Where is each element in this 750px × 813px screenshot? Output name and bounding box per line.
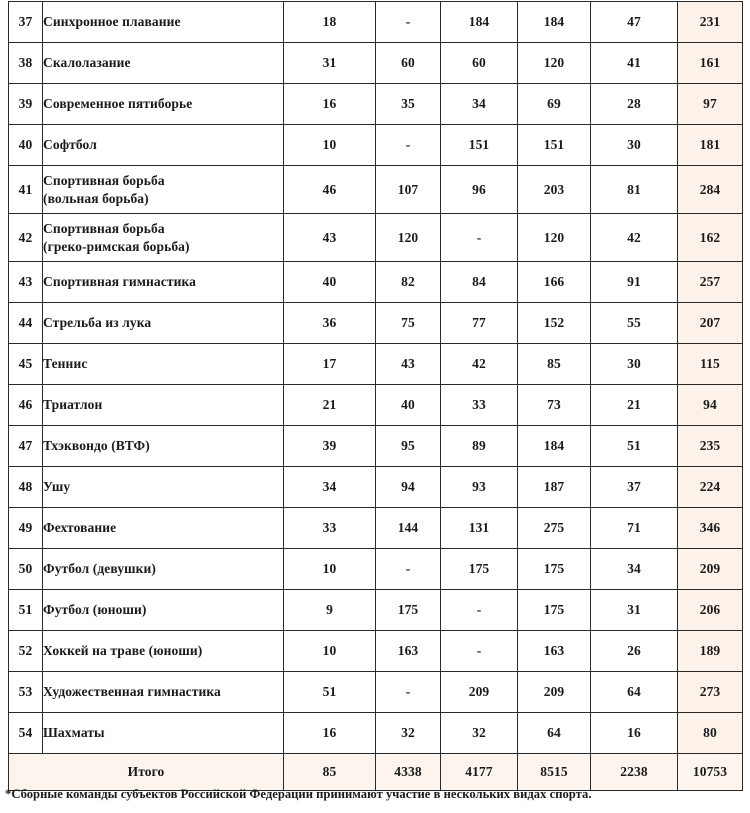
totals-label-cell: Итого <box>9 754 284 791</box>
row-number-cell: 40 <box>9 125 43 166</box>
athletes-count-cell: 184 <box>518 426 591 467</box>
sport-name-cell <box>43 262 284 303</box>
row-total-cell: 284 <box>678 166 743 214</box>
girls-count-cell: 42 <box>441 344 518 385</box>
table-row <box>9 713 743 754</box>
row-number-cell: 41 <box>9 166 43 214</box>
staff-count-cell: 28 <box>591 84 678 125</box>
row-number-cell: 48 <box>9 467 43 508</box>
row-number-cell: 49 <box>9 508 43 549</box>
sport-name-cell <box>43 631 284 672</box>
sport-name-line1: Спортивная борьба <box>43 173 165 189</box>
sport-name-line1: Спортивная борьба <box>43 221 165 237</box>
staff-count-cell: 42 <box>591 214 678 262</box>
athletes-count-cell: 166 <box>518 262 591 303</box>
regions-count-cell: 40 <box>284 262 376 303</box>
table-body <box>9 2 743 791</box>
regions-count-cell: 36 <box>284 303 376 344</box>
row-total-cell: 115 <box>678 344 743 385</box>
boys-count-cell: 35 <box>376 84 441 125</box>
sport-name-line2: (вольная борьба) <box>43 190 149 206</box>
regions-count-cell: 16 <box>284 84 376 125</box>
athletes-count-cell: 151 <box>518 125 591 166</box>
table-row <box>9 166 743 214</box>
row-total-cell: 161 <box>678 43 743 84</box>
table-row <box>9 590 743 631</box>
table-row <box>9 385 743 426</box>
sport-name-cell <box>43 713 284 754</box>
row-total-cell: 206 <box>678 590 743 631</box>
regions-count-cell: 46 <box>284 166 376 214</box>
boys-count-cell: - <box>376 549 441 590</box>
athletes-count-cell: 120 <box>518 214 591 262</box>
girls-count-cell: 34 <box>441 84 518 125</box>
row-number-cell: 47 <box>9 426 43 467</box>
table-row <box>9 262 743 303</box>
regions-count-cell: 18 <box>284 2 376 43</box>
row-number-cell: 52 <box>9 631 43 672</box>
sports-participation-table-container <box>8 1 742 791</box>
athletes-count-cell: 163 <box>518 631 591 672</box>
sport-name-cell <box>43 2 284 43</box>
row-total-cell: 94 <box>678 385 743 426</box>
row-total-cell: 97 <box>678 84 743 125</box>
sport-name-line1: Ушу <box>43 479 71 495</box>
table-row <box>9 84 743 125</box>
staff-count-cell: 64 <box>591 672 678 713</box>
athletes-count-cell: 85 <box>518 344 591 385</box>
sport-name-line1: Синхронное плавание <box>43 14 181 30</box>
row-total-cell: 181 <box>678 125 743 166</box>
athletes-count-cell: 209 <box>518 672 591 713</box>
regions-count-cell: 17 <box>284 344 376 385</box>
row-total-cell: 231 <box>678 2 743 43</box>
sport-name-cell <box>43 426 284 467</box>
totals-row <box>9 754 743 791</box>
totals-grand-total-cell: 10753 <box>678 754 743 791</box>
row-number-cell: 45 <box>9 344 43 385</box>
table-row <box>9 508 743 549</box>
regions-count-cell: 31 <box>284 43 376 84</box>
boys-count-cell: 120 <box>376 214 441 262</box>
staff-count-cell: 31 <box>591 590 678 631</box>
regions-count-cell: 10 <box>284 631 376 672</box>
row-total-cell: 224 <box>678 467 743 508</box>
table-row <box>9 125 743 166</box>
staff-count-cell: 16 <box>591 713 678 754</box>
athletes-count-cell: 184 <box>518 2 591 43</box>
girls-count-cell: 77 <box>441 303 518 344</box>
sport-name-cell <box>43 385 284 426</box>
row-number-cell: 37 <box>9 2 43 43</box>
sport-name-cell <box>43 549 284 590</box>
table-row <box>9 344 743 385</box>
sport-name-line1: Триатлон <box>43 397 103 413</box>
table-row <box>9 214 743 262</box>
staff-count-cell: 30 <box>591 125 678 166</box>
table-row <box>9 672 743 713</box>
table-footnote: *Сборные команды субъектов Российской Федерации принимают участие в нескольких видах спорта. <box>5 787 592 801</box>
girls-count-cell: 32 <box>441 713 518 754</box>
row-number-cell: 46 <box>9 385 43 426</box>
table-row <box>9 43 743 84</box>
row-total-cell: 209 <box>678 549 743 590</box>
boys-count-cell: 163 <box>376 631 441 672</box>
staff-count-cell: 34 <box>591 549 678 590</box>
girls-count-cell: - <box>441 631 518 672</box>
sport-name-line1: Шахматы <box>43 725 105 741</box>
sport-name-line1: Софтбол <box>43 137 97 153</box>
boys-count-cell: 95 <box>376 426 441 467</box>
row-number-cell: 38 <box>9 43 43 84</box>
sport-name-line1: Скалолазание <box>43 55 131 71</box>
regions-count-cell: 43 <box>284 214 376 262</box>
athletes-count-cell: 152 <box>518 303 591 344</box>
boys-count-cell: 82 <box>376 262 441 303</box>
athletes-count-cell: 175 <box>518 549 591 590</box>
sport-name-line1: Хоккей на траве (юноши) <box>43 643 203 659</box>
sport-name-line2: (греко-римская борьба) <box>43 238 190 254</box>
sport-name-line1: Фехтование <box>43 520 117 536</box>
row-number-cell: 44 <box>9 303 43 344</box>
row-total-cell: 162 <box>678 214 743 262</box>
staff-count-cell: 37 <box>591 467 678 508</box>
sport-name-cell <box>43 344 284 385</box>
row-total-cell: 207 <box>678 303 743 344</box>
totals-athletes-cell: 8515 <box>518 754 591 791</box>
totals-boys-cell: 4338 <box>376 754 441 791</box>
row-total-cell: 189 <box>678 631 743 672</box>
sport-name-line1: Футбол (девушки) <box>43 561 157 577</box>
boys-count-cell: 75 <box>376 303 441 344</box>
row-total-cell: 235 <box>678 426 743 467</box>
athletes-count-cell: 73 <box>518 385 591 426</box>
girls-count-cell: 93 <box>441 467 518 508</box>
sport-name-line1: Теннис <box>43 356 88 372</box>
girls-count-cell: 96 <box>441 166 518 214</box>
table-row <box>9 549 743 590</box>
staff-count-cell: 47 <box>591 2 678 43</box>
athletes-count-cell: 275 <box>518 508 591 549</box>
staff-count-cell: 21 <box>591 385 678 426</box>
girls-count-cell: 60 <box>441 43 518 84</box>
sport-name-line1: Спортивная гимнастика <box>43 274 196 290</box>
row-number-cell: 53 <box>9 672 43 713</box>
sports-participation-table <box>8 1 743 791</box>
sport-name-line1: Современное пятиборье <box>43 96 193 112</box>
girls-count-cell: 131 <box>441 508 518 549</box>
boys-count-cell: 60 <box>376 43 441 84</box>
sport-name-cell <box>43 672 284 713</box>
boys-count-cell: 175 <box>376 590 441 631</box>
regions-count-cell: 21 <box>284 385 376 426</box>
row-number-cell: 50 <box>9 549 43 590</box>
regions-count-cell: 10 <box>284 549 376 590</box>
athletes-count-cell: 203 <box>518 166 591 214</box>
table-row <box>9 303 743 344</box>
row-number-cell: 43 <box>9 262 43 303</box>
staff-count-cell: 51 <box>591 426 678 467</box>
boys-count-cell: 32 <box>376 713 441 754</box>
sport-name-cell <box>43 84 284 125</box>
girls-count-cell: 89 <box>441 426 518 467</box>
boys-count-cell: 107 <box>376 166 441 214</box>
row-number-cell: 51 <box>9 590 43 631</box>
table-row <box>9 2 743 43</box>
row-number-cell: 42 <box>9 214 43 262</box>
athletes-count-cell: 64 <box>518 713 591 754</box>
boys-count-cell: 40 <box>376 385 441 426</box>
boys-count-cell: 144 <box>376 508 441 549</box>
regions-count-cell: 16 <box>284 713 376 754</box>
regions-count-cell: 9 <box>284 590 376 631</box>
regions-count-cell: 33 <box>284 508 376 549</box>
athletes-count-cell: 187 <box>518 467 591 508</box>
regions-count-cell: 34 <box>284 467 376 508</box>
girls-count-cell: 209 <box>441 672 518 713</box>
athletes-count-cell: 120 <box>518 43 591 84</box>
sport-name-cell <box>43 467 284 508</box>
staff-count-cell: 55 <box>591 303 678 344</box>
sport-name-cell <box>43 303 284 344</box>
sport-name-line1: Тхэквондо (ВТФ) <box>43 438 150 454</box>
row-number-cell: 39 <box>9 84 43 125</box>
totals-staff-cell: 2238 <box>591 754 678 791</box>
staff-count-cell: 26 <box>591 631 678 672</box>
athletes-count-cell: 175 <box>518 590 591 631</box>
totals-girls-cell: 4177 <box>441 754 518 791</box>
row-total-cell: 273 <box>678 672 743 713</box>
sport-name-line1: Стрельба из лука <box>43 315 152 331</box>
staff-count-cell: 71 <box>591 508 678 549</box>
staff-count-cell: 30 <box>591 344 678 385</box>
boys-count-cell: - <box>376 2 441 43</box>
athletes-count-cell: 69 <box>518 84 591 125</box>
boys-count-cell: - <box>376 125 441 166</box>
sport-name-line1: Футбол (юноши) <box>43 602 147 618</box>
staff-count-cell: 91 <box>591 262 678 303</box>
row-total-cell: 346 <box>678 508 743 549</box>
regions-count-cell: 51 <box>284 672 376 713</box>
sport-name-line1: Художественная гимнастика <box>43 684 221 700</box>
girls-count-cell: 84 <box>441 262 518 303</box>
row-total-cell: 80 <box>678 713 743 754</box>
girls-count-cell: 33 <box>441 385 518 426</box>
staff-count-cell: 81 <box>591 166 678 214</box>
table-row <box>9 426 743 467</box>
sport-name-cell <box>43 590 284 631</box>
totals-regions-cell: 85 <box>284 754 376 791</box>
row-number-cell: 54 <box>9 713 43 754</box>
staff-count-cell: 41 <box>591 43 678 84</box>
regions-count-cell: 39 <box>284 426 376 467</box>
boys-count-cell: - <box>376 672 441 713</box>
boys-count-cell: 43 <box>376 344 441 385</box>
sport-name-cell <box>43 43 284 84</box>
girls-count-cell: 175 <box>441 549 518 590</box>
table-row <box>9 467 743 508</box>
girls-count-cell: - <box>441 214 518 262</box>
sport-name-cell <box>43 214 284 262</box>
boys-count-cell: 94 <box>376 467 441 508</box>
girls-count-cell: 151 <box>441 125 518 166</box>
sport-name-cell <box>43 166 284 214</box>
girls-count-cell: - <box>441 590 518 631</box>
row-total-cell: 257 <box>678 262 743 303</box>
regions-count-cell: 10 <box>284 125 376 166</box>
sport-name-cell <box>43 508 284 549</box>
sport-name-cell <box>43 125 284 166</box>
table-row <box>9 631 743 672</box>
girls-count-cell: 184 <box>441 2 518 43</box>
